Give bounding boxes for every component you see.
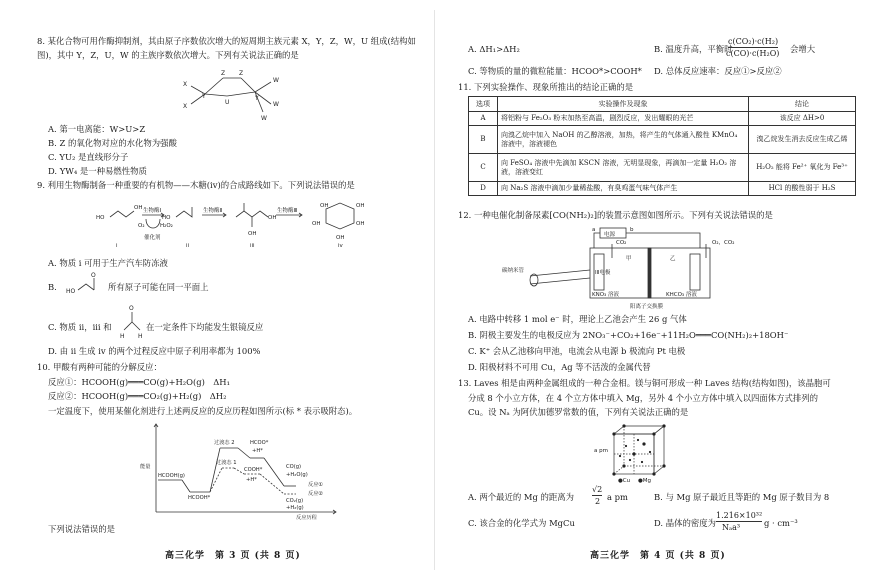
row-d-operation: 向 Na₂S 溶液中滴加少量稀盐酸，有臭鸡蛋气味气体产生 bbox=[498, 182, 749, 196]
q10-option-d: D. 总体反应速率：反应①>反应② bbox=[654, 66, 782, 76]
q8-label-u: U bbox=[225, 99, 230, 106]
q10-hcooh-ads: HCOOH* bbox=[188, 495, 211, 501]
q12-option-b: B. 阴极主要发生的电极反应为 2NO₃⁻+CO₂+16e⁻+11H₂O═══CO(NH₂)₂+18OH⁻ bbox=[468, 330, 789, 340]
q12-stem: 12. 一种电催化制备尿素[CO(NH₂)₂]的装置示意图如图所示。下列有关说法错误的是 bbox=[458, 210, 773, 220]
q10-reaction1: 反应①：HCOOH(g)═══CO(g)+H₂O(g) ΔH₁ bbox=[48, 377, 230, 387]
row-d-option: D bbox=[469, 182, 498, 196]
q8-label-x2: X bbox=[183, 103, 188, 110]
q9-stem: 9. 利用生物酶制备一种重要的有机物——木糖(iv)的合成路线如下。下列说法错误的是 bbox=[37, 180, 355, 190]
table-header-operation: 实验操作及现象 bbox=[498, 97, 749, 112]
q9-iv-oh3: OH bbox=[336, 235, 345, 241]
q8-stem-line2: 图)，其中 Y，Z，U，W 的主族序数依次增大。下列有关说法正确的是 bbox=[37, 50, 299, 60]
q10-option-c: C. 等物质的量的微粒能量：HCOO*>COOH* bbox=[468, 66, 642, 76]
q10-ts1: 过渡态 1 bbox=[216, 460, 237, 466]
q13-legend-mg: ●Mg bbox=[638, 478, 652, 484]
q9-iv-oh4: OH bbox=[312, 221, 321, 227]
row-a-operation: 将铝粉与 Fe₂O₃ 粉末加热至高温，剧烈反应，发出耀眼的光芒 bbox=[498, 112, 749, 126]
q9-option-b-text: 所有原子可能在同一平面上 bbox=[108, 282, 209, 292]
row-c-conclusion: H₂O₂ 能将 Fe²⁺ 氧化为 Fe³⁺ bbox=[749, 154, 856, 182]
q10-option-a: A. ΔH₁>ΔH₂ bbox=[468, 44, 520, 54]
q9-c-h2: H bbox=[138, 333, 143, 340]
q12-cell-yi: 乙 bbox=[670, 256, 676, 262]
q13-stem-line1: 13. Laves 相是由两种金属组成的一种合金相。镁与铜可形成一种 Laves 结构(结构如图)，该晶胞可 bbox=[458, 378, 831, 388]
row-c-operation: 向 FeSO₄ 溶液中先滴加 KSCN 溶液，无明显现象，再滴加一定量 H₂O₂ 溶液，溶液变红 bbox=[498, 154, 749, 182]
q9-option-c-text: 在一定条件下均能发生银镜反应 bbox=[146, 322, 264, 332]
page-divider bbox=[434, 10, 435, 570]
row-b-operation: 向溴乙烷中加入 NaOH 的乙醇溶液，加热，将产生的气体通入酸性 KMnO₄ 溶液中，溶液褪色 bbox=[498, 126, 749, 154]
q13-option-a-prefix: A. 两个最近的 Mg 的距离为 bbox=[468, 492, 575, 502]
q9-iv-oh5: OH bbox=[320, 203, 329, 209]
q10-hcoo-ads: HCOO* bbox=[250, 440, 269, 446]
q8-structure-diagram bbox=[175, 64, 295, 124]
q8-label-w1: W bbox=[273, 77, 279, 84]
q13-option-a-suffix: a pm bbox=[607, 492, 628, 502]
q10-co2-g: CO₂(g) bbox=[286, 498, 304, 504]
q10-x-axis-label: 反应历程 bbox=[296, 515, 317, 521]
q11-table bbox=[468, 96, 856, 196]
q10-option-b-denominator: c(CO)·c(H₂O) bbox=[726, 49, 780, 58]
q12-option-a: A. 电路中转移 1 mol e⁻ 时，理论上乙池会产生 26 g 气体 bbox=[468, 314, 687, 324]
q10-cooh-ads: COOH* bbox=[244, 467, 263, 473]
q12-kno3: KNO₃ 溶液 bbox=[592, 292, 620, 298]
q12-terminal-a: a bbox=[592, 227, 596, 233]
q8-label-w3: W bbox=[261, 115, 267, 122]
q9-iv-oh2: OH bbox=[356, 221, 365, 227]
table-row bbox=[469, 182, 856, 196]
table-header-conclusion: 结论 bbox=[749, 97, 856, 112]
q9-option-c-prefix: C. 物质 ii，iii 和 bbox=[48, 322, 112, 332]
q9-h2o2: H₂O₂ bbox=[160, 223, 173, 229]
row-a-option: A bbox=[469, 112, 498, 126]
q10-stem: 10. 甲酸有两种可能的分解反应： bbox=[37, 362, 162, 372]
q8-label-y1: Y bbox=[202, 93, 206, 100]
q9-option-b-structure bbox=[66, 274, 106, 298]
q12-o2-co2-out: O₂，CO₂ bbox=[712, 240, 735, 246]
q12-option-d: D. 阳极材料不可用 Cu，Ag 等不活泼的金属代替 bbox=[468, 362, 651, 372]
q13-option-b: B. 与 Mg 原子最近且等距的 Mg 原子数目为 8 bbox=[654, 492, 830, 502]
q12-co2-in: CO₂ bbox=[616, 240, 627, 246]
table-header-row bbox=[469, 97, 856, 112]
q10-reaction2: 反应②：HCOOH(g)═══CO₂(g)+H₂(g) ΔH₂ bbox=[48, 391, 227, 401]
right-footer: 高三化学 第 4 页 (共 8 页) bbox=[590, 551, 726, 561]
q13-crystal-cell bbox=[594, 422, 684, 482]
q13-option-a-numerator: √2 bbox=[592, 485, 603, 494]
q9-c-o: O bbox=[129, 305, 134, 312]
q9-option-a: A. 物质 i 可用于生产汽车防冻液 bbox=[48, 258, 168, 268]
q9-iv-oh1: OH bbox=[356, 203, 365, 209]
q13-option-c: C. 该合金的化学式为 MgCu bbox=[468, 518, 575, 528]
q12-option-c: C. K⁺ 会从乙池移向甲池，电流会从电源 b 极流向 Pt 电极 bbox=[468, 346, 686, 356]
q8-option-d: D. YW₄ 是一种易燃性物质 bbox=[48, 166, 147, 176]
q9-i-oh: OH bbox=[134, 205, 143, 211]
q13-legend-cu: ●Cu bbox=[618, 478, 631, 484]
q10-option-b-numerator: c(CO₂)·c(H₂) bbox=[728, 37, 779, 46]
q12-cnt-label: 碳纳米管 bbox=[502, 268, 525, 274]
q10-hcooh-g: HCOOH(g) bbox=[158, 473, 185, 479]
q13-stem-line2: 分成 8 个小立方体，在 4 个立方体中填入 Mg，另外 4 个小立方体中填入以四面体方式排列的 bbox=[468, 393, 819, 403]
q12-electrolysis-diagram bbox=[502, 224, 735, 310]
q12-power-label: 电源 bbox=[604, 232, 616, 238]
q9-iii-oh2: OH bbox=[268, 215, 277, 221]
q9-i-ho: HO bbox=[96, 215, 105, 221]
q10-stem2: 一定温度下，使用某催化剂进行上述两反应的反应历程如图所示(标 * 表示吸附态)。 bbox=[48, 406, 358, 416]
row-b-conclusion: 溴乙烷发生消去反应生成乙烯 bbox=[749, 126, 856, 154]
q8-option-b: B. Z 的氧化物对应的水化物为强酸 bbox=[48, 138, 177, 148]
q10-tail: 下列说法错误的是 bbox=[48, 524, 115, 534]
q10-y-axis-label: 能量 bbox=[140, 464, 151, 470]
q9-option-b-prefix: B. bbox=[48, 282, 57, 292]
q9-c-h1: H bbox=[120, 333, 125, 340]
table-header-option: 选项 bbox=[469, 97, 498, 112]
q11-stem: 11. 下列实验操作、现象所推出的结论正确的是 bbox=[458, 82, 634, 92]
row-c-option: C bbox=[469, 154, 498, 182]
q10-co-g: CO(g) bbox=[286, 464, 302, 470]
table-row bbox=[469, 112, 856, 126]
q9-label-iii: iii bbox=[250, 243, 255, 249]
q9-enzyme3: 生物酶Ⅲ bbox=[277, 208, 298, 214]
row-d-conclusion: HCl 的酸性弱于 H₂S bbox=[749, 182, 856, 196]
q9-o2: O₂ bbox=[138, 223, 145, 229]
q12-khco3: KHCO₃ 溶液 bbox=[666, 292, 697, 298]
q12-electrode-label: ⅠⅡ电极 bbox=[595, 270, 611, 276]
q10-ts2: 过渡态 2 bbox=[214, 440, 235, 446]
q9-label-i: i bbox=[116, 243, 118, 249]
q12-membrane: 阳离子交换膜 bbox=[630, 304, 664, 310]
q9-ii-ho: HO bbox=[162, 215, 171, 221]
q8-label-w2: W bbox=[273, 101, 279, 108]
q10-option-b-prefix: B. 温度升高，平衡时 bbox=[654, 44, 733, 54]
q9-option-d: D. 由 ii 生成 iv 的两个过程反应中原子利用率都为 100% bbox=[48, 346, 261, 356]
q9-catalyst: 催化剂 bbox=[144, 235, 161, 241]
q8-option-c: C. YU₂ 是直线形分子 bbox=[48, 152, 129, 162]
q9-option-c-structure bbox=[120, 304, 144, 340]
q9-label-ii: ii bbox=[186, 243, 190, 249]
q9-label-iv: iv bbox=[338, 243, 343, 249]
q12-terminal-b: b bbox=[630, 227, 634, 233]
q13-option-a-denominator: 2 bbox=[595, 497, 601, 506]
q10-h2o-g: +H₂O(g) bbox=[286, 472, 308, 478]
q8-label-z2: Z bbox=[239, 70, 244, 77]
q8-option-a: A. 第一电离能：W>U>Z bbox=[48, 124, 146, 134]
left-footer: 高三化学 第 3 页 (共 8 页) bbox=[165, 551, 301, 561]
q13-option-d-numerator: 1.216×10³² bbox=[716, 511, 763, 520]
q10-option-b-suffix: 会增大 bbox=[790, 44, 816, 54]
q9-enzyme1: 生物酶Ⅰ bbox=[143, 208, 162, 214]
q8-label-y2: Y bbox=[255, 95, 259, 102]
q10-legend-r2: 反应② bbox=[308, 491, 324, 497]
q8-label-x1: X bbox=[183, 81, 188, 88]
row-b-option: B bbox=[469, 126, 498, 154]
q12-cell-jia: 甲 bbox=[626, 256, 632, 262]
q9-iii-oh1: OH bbox=[248, 231, 257, 237]
q9-b-o: O bbox=[91, 272, 96, 279]
q13-a-pm: a pm bbox=[594, 448, 608, 454]
q9-b-ho: HO bbox=[66, 288, 76, 295]
q9-synthesis-route bbox=[90, 195, 390, 250]
q10-legend-r1: 反应① bbox=[308, 482, 324, 488]
q10-hcoo-h: +H* bbox=[252, 448, 263, 454]
q13-option-d-suffix: g · cm⁻³ bbox=[764, 518, 798, 528]
q10-cooh-h: +H* bbox=[246, 477, 257, 483]
q10-energy-profile bbox=[140, 420, 340, 520]
q8-stem-line1: 8. 某化合物可用作酶抑制剂，其由原子序数依次增大的短周期主族元素 X，Y，Z，W，U 组成(结构如 bbox=[37, 36, 416, 46]
table-row bbox=[469, 154, 856, 182]
q13-stem-line3: Cu。设 Nₐ 为阿伏加德罗常数的值，下列有关说法正确的是 bbox=[468, 407, 689, 417]
row-a-conclusion: 该反应 ΔH>0 bbox=[749, 112, 856, 126]
q8-label-z1: Z bbox=[221, 70, 226, 77]
q9-enzyme2: 生物酶Ⅱ bbox=[203, 208, 223, 214]
q13-option-d-denominator: Nₐa³ bbox=[722, 523, 741, 532]
q10-h2-g: +H₂(g) bbox=[286, 505, 304, 511]
table-row bbox=[469, 126, 856, 154]
q13-option-d-prefix: D. 晶体的密度为 bbox=[654, 518, 716, 528]
